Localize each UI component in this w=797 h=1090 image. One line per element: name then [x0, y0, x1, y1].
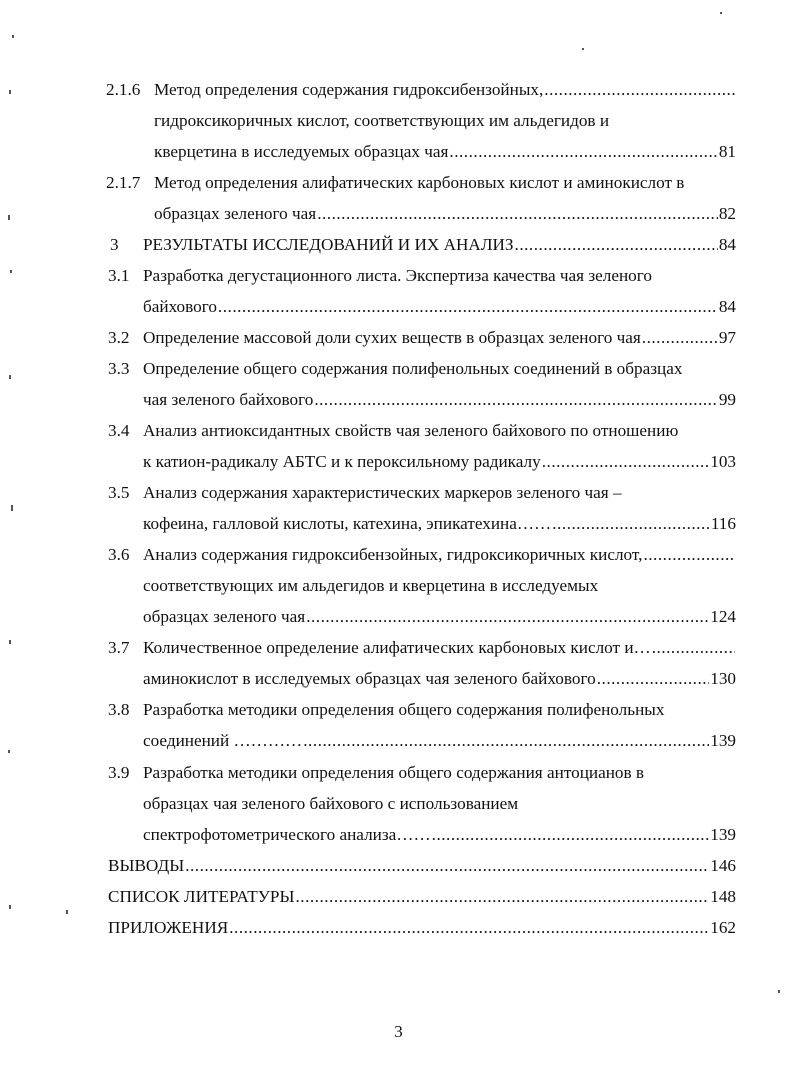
toc-text: спектрофотометрического анализа……: [143, 825, 431, 844]
toc-line: [143, 389, 736, 411]
toc-page: 162: [710, 918, 736, 937]
scan-speck: [720, 12, 722, 14]
toc-text: соединений …………: [143, 731, 303, 750]
toc-number: 3: [110, 235, 119, 254]
toc-leader: [552, 513, 710, 535]
toc-number: 3.1: [108, 266, 130, 285]
toc-page: 103: [710, 452, 736, 471]
toc-text: СПИСОК ЛИТЕРАТУРЫ: [108, 887, 295, 906]
toc-leader: [432, 824, 710, 846]
toc-text: чая зеленого байхового: [143, 390, 314, 409]
toc-number: 3.5: [108, 483, 130, 502]
toc-line: [143, 544, 736, 566]
toc-page: 97: [718, 328, 736, 347]
toc-page: 82: [718, 204, 736, 223]
toc-line: [154, 110, 736, 132]
toc-line: [108, 917, 736, 939]
toc-page: 124: [710, 607, 736, 626]
toc-text: Метод определения содержания гидроксибензойных,: [154, 80, 544, 99]
toc-leader: [597, 668, 710, 690]
toc-text: соответствующих им альдегидов и кверцетина в исследуемых: [143, 576, 599, 595]
toc-text: ВЫВОДЫ: [108, 856, 185, 875]
toc-text: кофеина, галловой кислоты, катехина, эпикатехина……: [143, 514, 552, 533]
toc-line: [154, 141, 736, 163]
toc-leader: [229, 917, 709, 939]
toc-text: гидроксикоричных кислот, соответствующих им альдегидов и: [154, 111, 610, 130]
toc-leader: [317, 203, 718, 225]
toc-page: 139: [710, 825, 736, 844]
toc-leader: [542, 451, 709, 473]
scan-speck: [11, 505, 13, 511]
scan-speck: [8, 215, 10, 220]
toc-line: [143, 824, 736, 846]
toc-text: образцах зеленого чая: [154, 204, 317, 223]
toc-line: [154, 203, 736, 225]
toc-line: [143, 762, 736, 784]
toc-leader: [652, 637, 735, 659]
toc-text: ПРИЛОЖЕНИЯ: [108, 918, 229, 937]
toc-text: РЕЗУЛЬТАТЫ ИССЛЕДОВАНИЙ И ИХ АНАЛИЗ: [143, 235, 514, 254]
toc-number: 3.9: [108, 763, 130, 782]
toc-line: [143, 296, 736, 318]
toc-text: Разработка методики определения общего содержания антоцианов в: [143, 763, 645, 782]
toc-line: [143, 793, 736, 815]
toc-page: 99: [718, 390, 736, 409]
toc-page: 146: [710, 856, 736, 875]
toc-text: Анализ антиоксидантных свойств чая зеленого байхового по отношению: [143, 421, 679, 440]
toc-text: байхового: [143, 297, 217, 316]
toc-text: Количественное определение алифатических карбоновых кислот и…: [143, 638, 651, 657]
toc-line: [154, 172, 736, 194]
scan-speck: [8, 750, 10, 753]
toc-line: [143, 637, 736, 659]
toc-leader: [515, 234, 718, 256]
toc-number: 3.8: [108, 700, 130, 719]
toc-text: образцах чая зеленого байхового с использованием: [143, 794, 519, 813]
toc-line: [143, 482, 736, 504]
toc-text: Метод определения алифатических карбоновых кислот и аминокислот в: [154, 173, 685, 192]
toc-text: Разработка методики определения общего содержания полифенольных: [143, 700, 665, 719]
toc-line: [143, 730, 736, 752]
toc-page: 148: [710, 887, 736, 906]
toc-line: [154, 79, 736, 101]
toc-number: 3.3: [108, 359, 130, 378]
toc-text: аминокислот в исследуемых образцах чая зеленого байхового: [143, 669, 596, 688]
scan-speck: [9, 375, 11, 379]
toc-page: 130: [710, 669, 736, 688]
toc-page: 116: [710, 514, 736, 533]
scan-speck: [12, 35, 14, 38]
toc-number: 3.4: [108, 421, 130, 440]
toc-line: [143, 668, 736, 690]
toc-page: 81: [718, 142, 736, 161]
toc-leader: [295, 886, 709, 908]
toc-leader: [303, 730, 709, 752]
toc-text: Определение общего содержания полифенольных соединений в образцах: [143, 359, 683, 378]
toc-line: [143, 451, 736, 473]
toc-text: Разработка дегустационного листа. Экспертиза качества чая зеленого: [143, 266, 652, 285]
toc-line: [108, 855, 736, 877]
toc-line: [143, 358, 736, 380]
toc-leader: [642, 327, 718, 349]
toc-leader: [449, 141, 717, 163]
toc-number: 3.2: [108, 328, 130, 347]
toc-number: 3.7: [108, 638, 130, 657]
toc-text: образцах зеленого чая: [143, 607, 306, 626]
toc-leader: [643, 544, 735, 566]
toc-line: [143, 513, 736, 535]
page-number: 3: [394, 1022, 403, 1041]
toc-line: [143, 265, 736, 287]
toc-line: [143, 234, 736, 256]
toc-text: Анализ содержания гидроксибензойных, гидроксикоричных кислот,: [143, 545, 643, 564]
toc-text: Определение массовой доли сухих веществ в образцах зеленого чая: [143, 328, 641, 347]
toc-leader: [314, 389, 717, 411]
toc-leader: [218, 296, 718, 318]
toc-leader: [185, 855, 709, 877]
toc-line: [108, 886, 736, 908]
toc-line: [143, 575, 736, 597]
scan-speck: [9, 905, 11, 909]
toc-text: кверцетина в исследуемых образцах чая: [154, 142, 449, 161]
toc-line: [143, 606, 736, 628]
toc-leader: [544, 79, 735, 101]
toc-page: 84: [718, 297, 736, 316]
toc-page: 84: [718, 235, 736, 254]
toc-line: [143, 699, 736, 721]
toc-number: 2.1.7: [106, 173, 141, 192]
toc-line: [143, 420, 736, 442]
toc-leader: [306, 606, 709, 628]
scan-speck: [10, 270, 12, 273]
scan-speck: [582, 48, 584, 50]
toc-text: к катион-радикалу АБТС и к пероксильному радикалу: [143, 452, 541, 471]
toc-page: 139: [710, 731, 736, 750]
scan-speck: [66, 910, 68, 914]
toc-line: [143, 327, 736, 349]
scan-speck: [778, 990, 780, 993]
toc-number: 3.6: [108, 545, 130, 564]
scan-speck: [9, 90, 11, 94]
scan-speck: [9, 640, 11, 644]
toc-number: 2.1.6: [106, 80, 141, 99]
toc-text: Анализ содержания характеристических маркеров зеленого чая –: [143, 483, 622, 502]
